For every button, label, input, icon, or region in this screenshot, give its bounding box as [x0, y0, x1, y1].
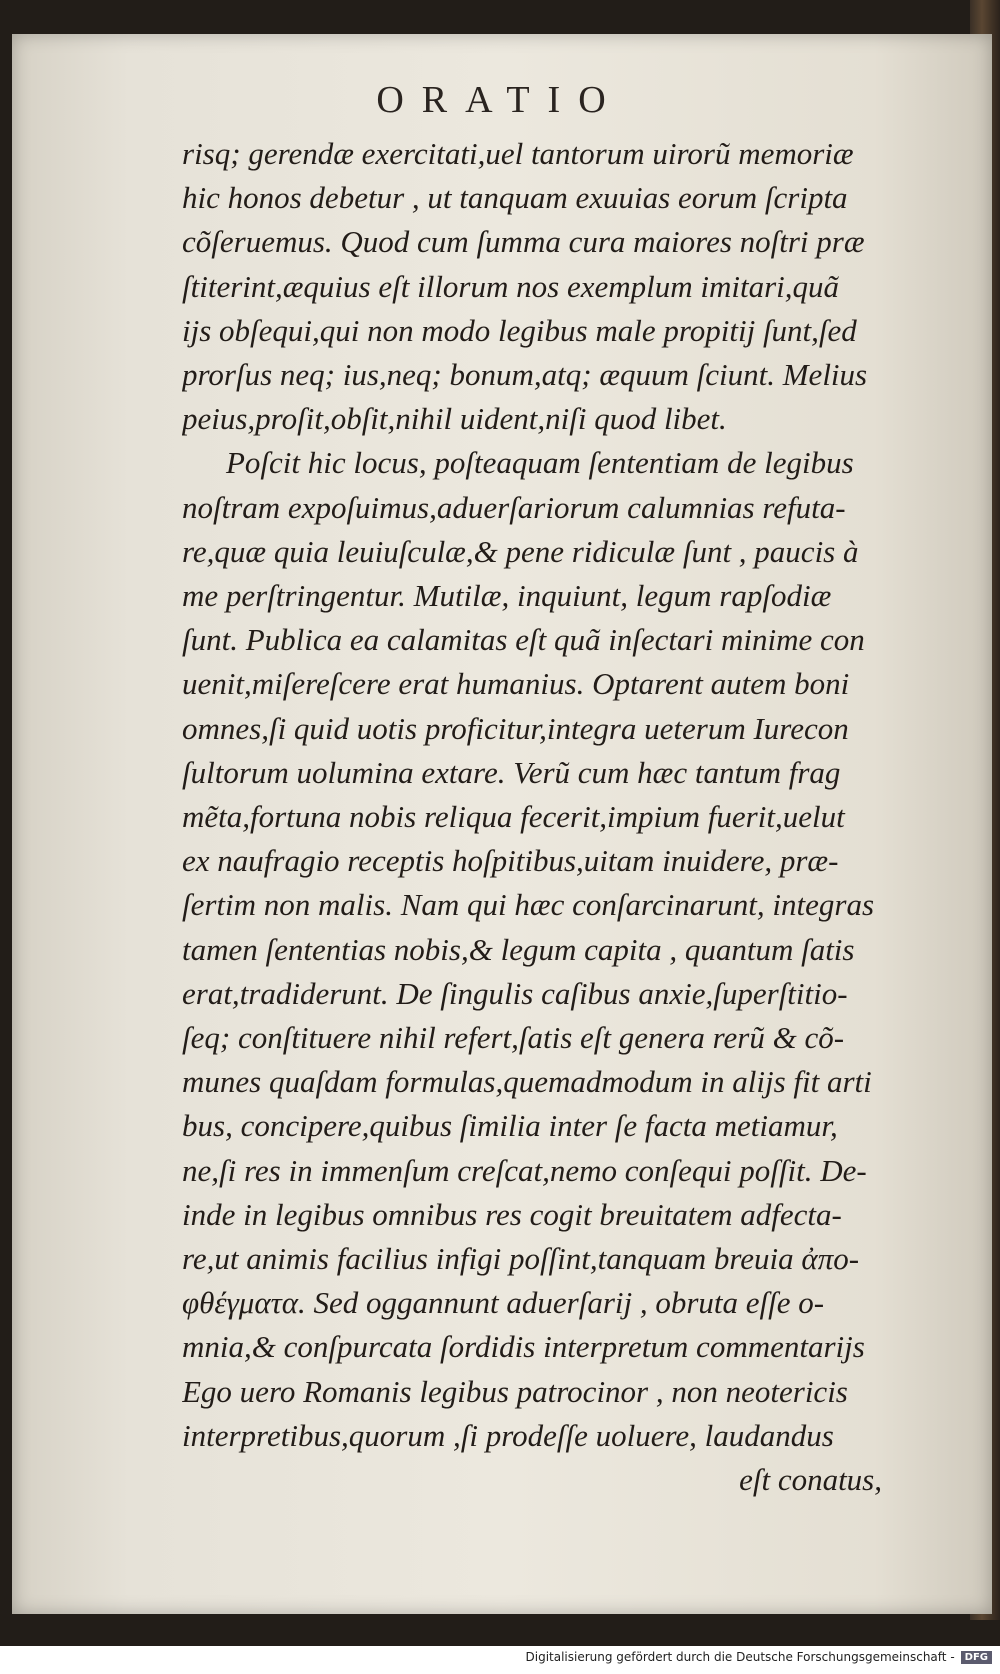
- text-line: me perſtringentur. Mutilæ, inquiunt, legum rapſodiæ: [182, 578, 832, 614]
- text-line: Ego uero Romanis legibus patrocinor , non neotericis: [182, 1373, 848, 1409]
- dfg-logo: DFG: [961, 1651, 992, 1664]
- text-line: ijs obſequi,qui non modo legibus male propitij ſunt,ſed: [182, 312, 857, 348]
- text-line: ex naufragio receptis hoſpitibus,uitam inuidere, præ-: [182, 843, 839, 879]
- credit-text: Digitalisierung gefördert durch die Deutsche Forschungsgemeinschaft -: [525, 1650, 955, 1664]
- text-line: bus, concipere,quibus ſimilia inter ſe facta metiamur,: [182, 1108, 838, 1144]
- text-line: ſeq; conſtituere nihil refert,ſatis eſt genera rerũ & cõ-: [182, 1020, 845, 1056]
- text-line: munes quaſdam formulas,quemadmodum in alijs fit arti: [182, 1064, 872, 1100]
- text-line: mnia,& conſpurcata ſordidis interpretum commentarijs: [182, 1329, 865, 1365]
- text-line: re,quæ quia leuiuſculæ,& pene ridiculæ ſunt , paucis à: [182, 533, 859, 569]
- text-line: ſertim non malis. Nam qui hæc conſarcinarunt, integras: [182, 887, 875, 923]
- text-line: interpretibus,quorum ,ſi prodeſſe uoluere, laudandus: [182, 1417, 834, 1453]
- digitization-credit: [526, 1650, 993, 1664]
- text-line: omnes,ſi quid uotis proficitur,integra ueterum Iurecon: [182, 710, 849, 746]
- body-text: [182, 132, 942, 1502]
- text-line: risq; gerendæ exercitati,uel tantorum uirorũ memoriæ: [182, 136, 854, 171]
- text-line: uenit,miſereſcere erat humanius. Optarent autem boni: [182, 666, 850, 702]
- footer-bar: [0, 1646, 1000, 1674]
- text-line: prorſus neq; ius,neq; bonum,atq; æquum ſciunt. Melius: [182, 357, 868, 393]
- text-line: hic honos debetur , ut tanquam exuuias eorum ſcripta: [182, 180, 848, 216]
- text-line: re,ut animis facilius infigi poſſint,tanquam breuia ἀπο-: [182, 1241, 860, 1277]
- text-line: ſtiterint,æquius eſt illorum nos exemplum imitari,quã: [182, 268, 840, 304]
- text-line: ſultorum uolumina extare. Verũ cum hæc tantum frag: [182, 754, 841, 790]
- text-line: ne,ſi res in immenſum creſcat,nemo conſequi poſſit. De-: [182, 1152, 867, 1188]
- text-line: tamen ſententias nobis,& legum capita , quantum ſatis: [182, 931, 855, 967]
- text-line: eſt conatus,: [739, 1462, 882, 1498]
- running-head: ORATIO: [376, 79, 624, 121]
- text-line: inde in legibus omnibus res cogit breuitatem adfecta-: [182, 1196, 842, 1232]
- text-line: Poſcit hic locus, poſteaquam ſententiam de legibus: [226, 445, 854, 481]
- text-line: peius,proſit,obſit,nihil uident,niſi quod libet.: [182, 401, 727, 437]
- text-line: ſunt. Publica ea calamitas eſt quã inſectari minime con: [182, 622, 865, 658]
- text-line: mẽta,fortuna nobis reliqua fecerit,impium fuerit,uelut: [182, 799, 845, 835]
- text-line: noſtram expoſuimus,aduerſariorum calumnias refuta-: [182, 489, 846, 525]
- text-line: erat,tradiderunt. De ſingulis caſibus anxie,ſuperſtitio-: [182, 975, 848, 1011]
- text-line: φθέγματα. Sed oggannunt aduerſarij , obruta eſſe o-: [182, 1285, 825, 1321]
- text-line: cõſeruemus. Quod cum ſumma cura maiores noſtri præ: [182, 224, 865, 260]
